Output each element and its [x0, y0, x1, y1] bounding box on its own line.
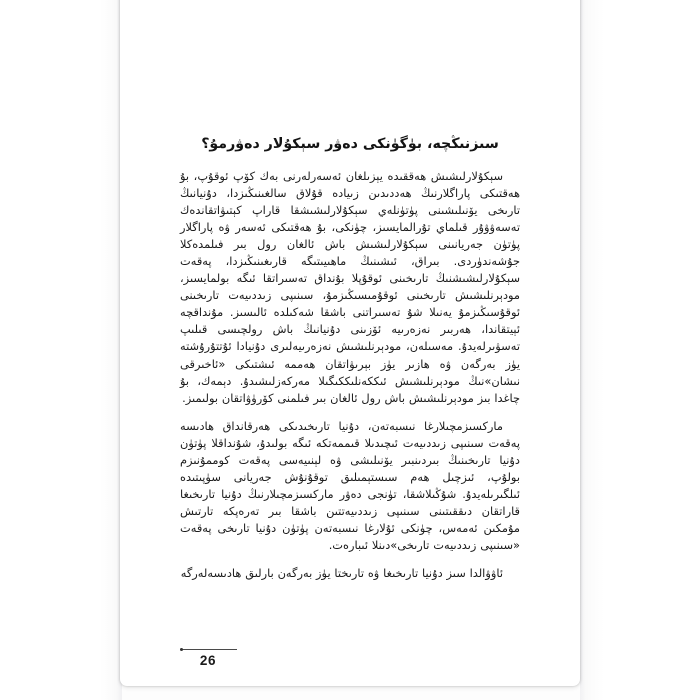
book-page-sheet — [120, 0, 580, 686]
paragraph: سېكۇلارلىشىش ھەققىدە يېزىلغان ئەسەرلەرنى بەك كۆپ ئوقۇپ، بۇ ھەقتىكى پاراگلارنىڭ ھەددىدىن زىيادە قۇلاق سالغىنىڭىزدا، دۇنيانىڭ تارىخى يۆنىلىشىنى پۈتۈنلەي سېكۇلارلىشىشقا قاراپ كېتىۋاتقاندەك تەسەۋۋۇر قىلماي تۇرالمايسىز، چۈنكى، بۇ ھەقتىكى ئەسەر ۋە پاراگلار پۈتۈن جەريانىنى سېكۇلارلىشىش باش ئالغان رول بىر فىلمدەكلا جۇشەندۈردى. بىراق، ئىشىنىڭ ماھىيىتىگە قارىغىنىڭىزدا، پەقەت سېكۇلارلىشىشنىڭ تارىخىنى ئوقۇپلا بۇنداق تەسىراتقا ئىگە بولمايسىز، مودېرنلىشىش تارىخىنى ئوقۇمىسىڭىزمۇ، سىنىپى زىددىيەت تارىخىنى ئوقۇسىڭىزمۇ يەنىلا شۇ تەسىراتنى باشقا شەكىلدە ئالىسىز. مۇنداقچە ئېيتقاندا، ھەربىر نەزەرىيە ئۆزىنى دۇنيانىڭ باش رولچىسى قىلىپ تەسۋىرلەيدۇ. مەسىلەن، مودېرنلىشىش نەزەرىيەلىرى دۇنيادا ئۇتتۇرۇشتە يۈز بەرگەن ۋە ھازىر يۈز بېرىۋاتقان ھەممە ئىشتىكى «ئاخىرقى نىشان»نىڭ مودېرنلىشىش ئىككەنلىككىگىلا مەركەزلىشىدۇ. دېمەك، بۇ چاغدا بىز مودېرنلىشىش باش رول ئالغان بىر فىلمنى كۆرۈۋاتقان بولىمىز. — [180, 169, 520, 405]
paragraph: ماركسىزمچىلارغا نىسبەتەن، دۇنيا تارىخىدىكى ھەرقانداق ھادىسە پەقەت سىنىپى زىددىيەت ئىچىدىلا قىممەتكە ئىگە بولىدۇ، شۇنداقلا پۈتۈن دۇنيا تارىخىنىڭ بىردىنبىر يۆنىلىشى ۋە لېنىيەسى پەقەت كوممۇنىزم بولۇپ، ئىزچىل ھەم سىستېمىلىق توقۇنۇش جەريانى سۈپىتىدە ئىلگىرىلەيدۇ. شۇڭىلاشقا، تۈنجى دەۋر ماركسىزمچىلارنىڭ دۇنيا تارىخىغا قاراتقان دىققىتىنى سىنىپى زىددىيەتتىن باشقا بىر تەرەپكە تارتىش مۇمكىن ئەمەس، چۈنكى ئۇلارغا نىسبەتەن پۈتۈن دۇنيا تارىخى پەقەت «سىنىپى زىددىيەت تارىخى»دىنلا ئىبارەت. — [180, 418, 520, 552]
page-title: سىزنىڭچە، بۈگۈنكى دەۋر سېكۇلار دەۋرمۇ؟ — [201, 135, 499, 152]
page-number: 26 — [199, 653, 217, 668]
page-footer — [181, 649, 245, 668]
background-left-gutter — [0, 0, 122, 700]
page-content-area — [180, 0, 520, 686]
paragraph: ئاۋۋالدا سىز دۇنيا تارىخىغا ۋە تارىختا يۈز بەرگەن بارلىق ھادىسەلەرگە — [180, 566, 503, 581]
body-text-block — [180, 168, 520, 582]
bullet-dot-icon — [180, 648, 183, 651]
background-right-gutter — [580, 0, 700, 700]
folio-rule — [181, 649, 237, 650]
